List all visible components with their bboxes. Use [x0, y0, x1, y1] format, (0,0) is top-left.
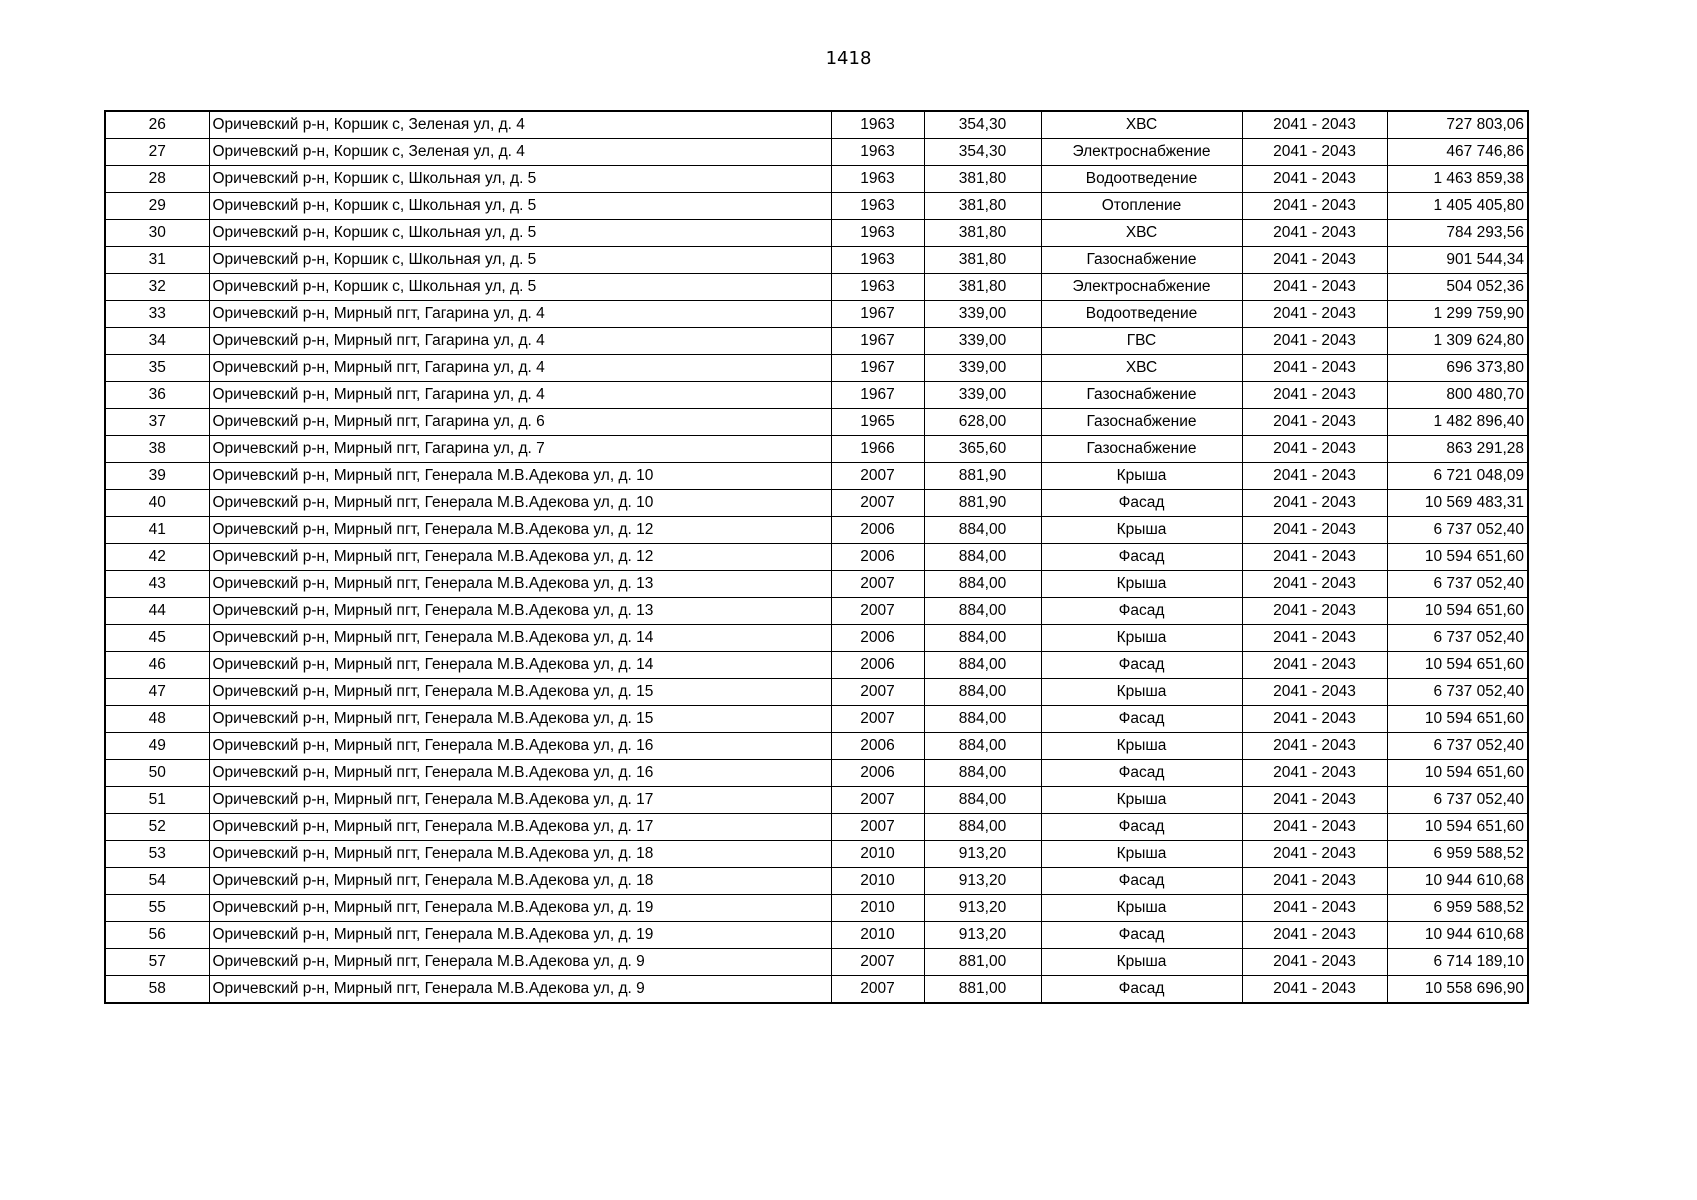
cost-cell: 727 803,06: [1387, 111, 1528, 139]
work-type-cell: Фасад: [1041, 868, 1242, 895]
build-year-cell: 2006: [831, 544, 924, 571]
cost-cell: 863 291,28: [1387, 436, 1528, 463]
period-cell: 2041 - 2043: [1242, 166, 1387, 193]
cost-cell: 901 544,34: [1387, 247, 1528, 274]
period-cell: 2041 - 2043: [1242, 652, 1387, 679]
row-number-cell: 43: [105, 571, 209, 598]
period-cell: 2041 - 2043: [1242, 895, 1387, 922]
cost-cell: 6 721 048,09: [1387, 463, 1528, 490]
build-year-cell: 2007: [831, 949, 924, 976]
table-row: [105, 111, 1528, 139]
table-body: [105, 111, 1528, 1003]
build-year-cell: 1963: [831, 274, 924, 301]
build-year-cell: 2010: [831, 868, 924, 895]
row-number-cell: 58: [105, 976, 209, 1004]
address-cell: Оричевский р-н, Коршик с, Зеленая ул, д. 4: [209, 139, 831, 166]
period-cell: 2041 - 2043: [1242, 517, 1387, 544]
address-cell: Оричевский р-н, Мирный пгт, Генерала М.В.Адекова ул, д. 19: [209, 895, 831, 922]
table-row: [105, 382, 1528, 409]
cost-cell: 6 714 189,10: [1387, 949, 1528, 976]
address-cell: Оричевский р-н, Мирный пгт, Генерала М.В.Адекова ул, д. 17: [209, 814, 831, 841]
area-cell: 913,20: [924, 895, 1041, 922]
area-cell: 884,00: [924, 625, 1041, 652]
table-row: [105, 166, 1528, 193]
build-year-cell: 1967: [831, 301, 924, 328]
period-cell: 2041 - 2043: [1242, 193, 1387, 220]
period-cell: 2041 - 2043: [1242, 544, 1387, 571]
table-row: [105, 301, 1528, 328]
area-cell: 881,00: [924, 976, 1041, 1004]
period-cell: 2041 - 2043: [1242, 787, 1387, 814]
table-row: [105, 841, 1528, 868]
address-cell: Оричевский р-н, Коршик с, Школьная ул, д. 5: [209, 193, 831, 220]
area-cell: 884,00: [924, 652, 1041, 679]
cost-cell: 6 737 052,40: [1387, 787, 1528, 814]
table-row: [105, 274, 1528, 301]
address-cell: Оричевский р-н, Мирный пгт, Гагарина ул, д. 4: [209, 328, 831, 355]
area-cell: 884,00: [924, 814, 1041, 841]
build-year-cell: 2007: [831, 976, 924, 1004]
area-cell: 381,80: [924, 193, 1041, 220]
table-row: [105, 328, 1528, 355]
page-number: 1418: [825, 48, 872, 69]
address-cell: Оричевский р-н, Коршик с, Школьная ул, д. 5: [209, 247, 831, 274]
area-cell: 884,00: [924, 598, 1041, 625]
work-type-cell: Фасад: [1041, 544, 1242, 571]
area-cell: 884,00: [924, 679, 1041, 706]
area-cell: 381,80: [924, 166, 1041, 193]
period-cell: 2041 - 2043: [1242, 733, 1387, 760]
table-row: [105, 976, 1528, 1004]
address-cell: Оричевский р-н, Мирный пгт, Генерала М.В.Адекова ул, д. 12: [209, 544, 831, 571]
period-cell: 2041 - 2043: [1242, 571, 1387, 598]
area-cell: 881,90: [924, 463, 1041, 490]
period-cell: 2041 - 2043: [1242, 841, 1387, 868]
build-year-cell: 1967: [831, 382, 924, 409]
area-cell: 339,00: [924, 355, 1041, 382]
period-cell: 2041 - 2043: [1242, 139, 1387, 166]
area-cell: 884,00: [924, 760, 1041, 787]
row-number-cell: 30: [105, 220, 209, 247]
area-cell: 339,00: [924, 382, 1041, 409]
cost-cell: 6 959 588,52: [1387, 841, 1528, 868]
table-row: [105, 436, 1528, 463]
row-number-cell: 45: [105, 625, 209, 652]
build-year-cell: 1963: [831, 139, 924, 166]
build-year-cell: 2006: [831, 760, 924, 787]
area-cell: 884,00: [924, 706, 1041, 733]
cost-cell: 6 959 588,52: [1387, 895, 1528, 922]
period-cell: 2041 - 2043: [1242, 490, 1387, 517]
address-cell: Оричевский р-н, Мирный пгт, Генерала М.В.Адекова ул, д. 18: [209, 868, 831, 895]
period-cell: 2041 - 2043: [1242, 111, 1387, 139]
table-row: [105, 517, 1528, 544]
area-cell: 884,00: [924, 517, 1041, 544]
table-row: [105, 706, 1528, 733]
address-cell: Оричевский р-н, Коршик с, Школьная ул, д. 5: [209, 220, 831, 247]
period-cell: 2041 - 2043: [1242, 436, 1387, 463]
cost-cell: 10 594 651,60: [1387, 760, 1528, 787]
address-cell: Оричевский р-н, Мирный пгт, Гагарина ул, д. 4: [209, 301, 831, 328]
build-year-cell: 1963: [831, 247, 924, 274]
area-cell: 628,00: [924, 409, 1041, 436]
work-type-cell: Фасад: [1041, 760, 1242, 787]
build-year-cell: 2006: [831, 652, 924, 679]
area-cell: 884,00: [924, 787, 1041, 814]
build-year-cell: 2007: [831, 679, 924, 706]
work-type-cell: Крыша: [1041, 625, 1242, 652]
work-type-cell: Крыша: [1041, 841, 1242, 868]
period-cell: 2041 - 2043: [1242, 625, 1387, 652]
build-year-cell: 1963: [831, 220, 924, 247]
table-row: [105, 652, 1528, 679]
work-type-cell: ГВС: [1041, 328, 1242, 355]
table-row: [105, 490, 1528, 517]
work-type-cell: Фасад: [1041, 490, 1242, 517]
row-number-cell: 51: [105, 787, 209, 814]
build-year-cell: 2006: [831, 517, 924, 544]
work-type-cell: Крыша: [1041, 571, 1242, 598]
build-year-cell: 2006: [831, 733, 924, 760]
cost-cell: 1 299 759,90: [1387, 301, 1528, 328]
work-type-cell: Газоснабжение: [1041, 382, 1242, 409]
address-cell: Оричевский р-н, Мирный пгт, Генерала М.В.Адекова ул, д. 10: [209, 490, 831, 517]
period-cell: 2041 - 2043: [1242, 382, 1387, 409]
table-row: [105, 895, 1528, 922]
build-year-cell: 2007: [831, 571, 924, 598]
table-row: [105, 760, 1528, 787]
address-cell: Оричевский р-н, Мирный пгт, Генерала М.В.Адекова ул, д. 14: [209, 625, 831, 652]
row-number-cell: 27: [105, 139, 209, 166]
period-cell: 2041 - 2043: [1242, 679, 1387, 706]
work-type-cell: Фасад: [1041, 706, 1242, 733]
row-number-cell: 52: [105, 814, 209, 841]
area-cell: 339,00: [924, 301, 1041, 328]
period-cell: 2041 - 2043: [1242, 706, 1387, 733]
cost-cell: 10 594 651,60: [1387, 598, 1528, 625]
build-year-cell: 1963: [831, 111, 924, 139]
cost-cell: 6 737 052,40: [1387, 571, 1528, 598]
cost-cell: 10 594 651,60: [1387, 814, 1528, 841]
area-cell: 881,90: [924, 490, 1041, 517]
work-type-cell: Фасад: [1041, 976, 1242, 1004]
build-year-cell: 2010: [831, 922, 924, 949]
build-year-cell: 2006: [831, 625, 924, 652]
address-cell: Оричевский р-н, Мирный пгт, Генерала М.В.Адекова ул, д. 17: [209, 787, 831, 814]
work-type-cell: Крыша: [1041, 517, 1242, 544]
work-type-cell: ХВС: [1041, 355, 1242, 382]
cost-cell: 6 737 052,40: [1387, 625, 1528, 652]
build-year-cell: 2010: [831, 895, 924, 922]
row-number-cell: 42: [105, 544, 209, 571]
work-type-cell: Фасад: [1041, 922, 1242, 949]
row-number-cell: 29: [105, 193, 209, 220]
cost-cell: 6 737 052,40: [1387, 733, 1528, 760]
address-cell: Оричевский р-н, Коршик с, Зеленая ул, д. 4: [209, 111, 831, 139]
address-cell: Оричевский р-н, Мирный пгт, Гагарина ул, д. 6: [209, 409, 831, 436]
address-cell: Оричевский р-н, Мирный пгт, Гагарина ул, д. 7: [209, 436, 831, 463]
build-year-cell: 1966: [831, 436, 924, 463]
row-number-cell: 49: [105, 733, 209, 760]
address-cell: Оричевский р-н, Мирный пгт, Генерала М.В.Адекова ул, д. 19: [209, 922, 831, 949]
work-type-cell: Крыша: [1041, 463, 1242, 490]
row-number-cell: 34: [105, 328, 209, 355]
row-number-cell: 28: [105, 166, 209, 193]
row-number-cell: 35: [105, 355, 209, 382]
address-cell: Оричевский р-н, Мирный пгт, Генерала М.В.Адекова ул, д. 15: [209, 706, 831, 733]
period-cell: 2041 - 2043: [1242, 220, 1387, 247]
cost-cell: 504 052,36: [1387, 274, 1528, 301]
repair-schedule-table: [104, 110, 1529, 1004]
address-cell: Оричевский р-н, Мирный пгт, Генерала М.В.Адекова ул, д. 15: [209, 679, 831, 706]
build-year-cell: 2007: [831, 706, 924, 733]
table-row: [105, 220, 1528, 247]
area-cell: 881,00: [924, 949, 1041, 976]
cost-cell: 1 482 896,40: [1387, 409, 1528, 436]
row-number-cell: 54: [105, 868, 209, 895]
address-cell: Оричевский р-н, Мирный пгт, Гагарина ул, д. 4: [209, 382, 831, 409]
cost-cell: 1 463 859,38: [1387, 166, 1528, 193]
table-row: [105, 247, 1528, 274]
row-number-cell: 47: [105, 679, 209, 706]
table-row: [105, 625, 1528, 652]
cost-cell: 1 405 405,80: [1387, 193, 1528, 220]
address-cell: Оричевский р-н, Мирный пгт, Генерала М.В.Адекова ул, д. 16: [209, 760, 831, 787]
area-cell: 884,00: [924, 544, 1041, 571]
row-number-cell: 38: [105, 436, 209, 463]
work-type-cell: Крыша: [1041, 895, 1242, 922]
row-number-cell: 46: [105, 652, 209, 679]
work-type-cell: Электроснабжение: [1041, 274, 1242, 301]
address-cell: Оричевский р-н, Мирный пгт, Генерала М.В.Адекова ул, д. 14: [209, 652, 831, 679]
build-year-cell: 2007: [831, 787, 924, 814]
row-number-cell: 48: [105, 706, 209, 733]
area-cell: 884,00: [924, 733, 1041, 760]
row-number-cell: 39: [105, 463, 209, 490]
cost-cell: 6 737 052,40: [1387, 679, 1528, 706]
build-year-cell: 1967: [831, 355, 924, 382]
address-cell: Оричевский р-н, Коршик с, Школьная ул, д. 5: [209, 166, 831, 193]
period-cell: 2041 - 2043: [1242, 868, 1387, 895]
build-year-cell: 2007: [831, 463, 924, 490]
table-row: [105, 868, 1528, 895]
row-number-cell: 53: [105, 841, 209, 868]
period-cell: 2041 - 2043: [1242, 328, 1387, 355]
cost-cell: 467 746,86: [1387, 139, 1528, 166]
table-row: [105, 193, 1528, 220]
address-cell: Оричевский р-н, Мирный пгт, Генерала М.В.Адекова ул, д. 10: [209, 463, 831, 490]
period-cell: 2041 - 2043: [1242, 922, 1387, 949]
build-year-cell: 1965: [831, 409, 924, 436]
cost-cell: 800 480,70: [1387, 382, 1528, 409]
area-cell: 365,60: [924, 436, 1041, 463]
address-cell: Оричевский р-н, Мирный пгт, Генерала М.В.Адекова ул, д. 18: [209, 841, 831, 868]
row-number-cell: 57: [105, 949, 209, 976]
table-row: [105, 409, 1528, 436]
period-cell: 2041 - 2043: [1242, 409, 1387, 436]
work-type-cell: Фасад: [1041, 652, 1242, 679]
cost-cell: 696 373,80: [1387, 355, 1528, 382]
table-row: [105, 598, 1528, 625]
cost-cell: 10 594 651,60: [1387, 652, 1528, 679]
table-row: [105, 571, 1528, 598]
cost-cell: 6 737 052,40: [1387, 517, 1528, 544]
address-cell: Оричевский р-н, Мирный пгт, Генерала М.В.Адекова ул, д. 16: [209, 733, 831, 760]
row-number-cell: 37: [105, 409, 209, 436]
row-number-cell: 32: [105, 274, 209, 301]
work-type-cell: ХВС: [1041, 111, 1242, 139]
work-type-cell: Крыша: [1041, 679, 1242, 706]
work-type-cell: Газоснабжение: [1041, 436, 1242, 463]
table-row: [105, 355, 1528, 382]
row-number-cell: 31: [105, 247, 209, 274]
build-year-cell: 1963: [831, 193, 924, 220]
period-cell: 2041 - 2043: [1242, 274, 1387, 301]
period-cell: 2041 - 2043: [1242, 247, 1387, 274]
row-number-cell: 40: [105, 490, 209, 517]
address-cell: Оричевский р-н, Мирный пгт, Генерала М.В.Адекова ул, д. 12: [209, 517, 831, 544]
work-type-cell: Фасад: [1041, 814, 1242, 841]
area-cell: 913,20: [924, 868, 1041, 895]
work-type-cell: Крыша: [1041, 733, 1242, 760]
work-type-cell: Водоотведение: [1041, 166, 1242, 193]
row-number-cell: 36: [105, 382, 209, 409]
row-number-cell: 33: [105, 301, 209, 328]
table-row: [105, 463, 1528, 490]
period-cell: 2041 - 2043: [1242, 355, 1387, 382]
cost-cell: 10 594 651,60: [1387, 544, 1528, 571]
build-year-cell: 2007: [831, 598, 924, 625]
period-cell: 2041 - 2043: [1242, 760, 1387, 787]
area-cell: 381,80: [924, 220, 1041, 247]
cost-cell: 10 594 651,60: [1387, 706, 1528, 733]
row-number-cell: 56: [105, 922, 209, 949]
work-type-cell: Фасад: [1041, 598, 1242, 625]
work-type-cell: Газоснабжение: [1041, 409, 1242, 436]
address-cell: Оричевский р-н, Мирный пгт, Гагарина ул, д. 4: [209, 355, 831, 382]
area-cell: 354,30: [924, 111, 1041, 139]
row-number-cell: 26: [105, 111, 209, 139]
period-cell: 2041 - 2043: [1242, 949, 1387, 976]
period-cell: 2041 - 2043: [1242, 814, 1387, 841]
address-cell: Оричевский р-н, Коршик с, Школьная ул, д. 5: [209, 274, 831, 301]
build-year-cell: 2010: [831, 841, 924, 868]
address-cell: Оричевский р-н, Мирный пгт, Генерала М.В.Адекова ул, д. 13: [209, 571, 831, 598]
work-type-cell: Водоотведение: [1041, 301, 1242, 328]
period-cell: 2041 - 2043: [1242, 463, 1387, 490]
cost-cell: 10 558 696,90: [1387, 976, 1528, 1004]
table-row: [105, 679, 1528, 706]
period-cell: 2041 - 2043: [1242, 976, 1387, 1004]
build-year-cell: 1963: [831, 166, 924, 193]
row-number-cell: 44: [105, 598, 209, 625]
area-cell: 381,80: [924, 247, 1041, 274]
cost-cell: 10 944 610,68: [1387, 868, 1528, 895]
area-cell: 381,80: [924, 274, 1041, 301]
cost-cell: 784 293,56: [1387, 220, 1528, 247]
address-cell: Оричевский р-н, Мирный пгт, Генерала М.В.Адекова ул, д. 9: [209, 949, 831, 976]
table-row: [105, 949, 1528, 976]
area-cell: 913,20: [924, 841, 1041, 868]
work-type-cell: Газоснабжение: [1041, 247, 1242, 274]
build-year-cell: 2007: [831, 814, 924, 841]
address-cell: Оричевский р-н, Мирный пгт, Генерала М.В.Адекова ул, д. 9: [209, 976, 831, 1004]
work-type-cell: ХВС: [1041, 220, 1242, 247]
build-year-cell: 2007: [831, 490, 924, 517]
cost-cell: 1 309 624,80: [1387, 328, 1528, 355]
work-type-cell: Электроснабжение: [1041, 139, 1242, 166]
cost-cell: 10 944 610,68: [1387, 922, 1528, 949]
area-cell: 913,20: [924, 922, 1041, 949]
area-cell: 354,30: [924, 139, 1041, 166]
table-row: [105, 139, 1528, 166]
address-cell: Оричевский р-н, Мирный пгт, Генерала М.В.Адекова ул, д. 13: [209, 598, 831, 625]
table-row: [105, 814, 1528, 841]
table-row: [105, 787, 1528, 814]
work-type-cell: Отопление: [1041, 193, 1242, 220]
period-cell: 2041 - 2043: [1242, 301, 1387, 328]
row-number-cell: 50: [105, 760, 209, 787]
row-number-cell: 41: [105, 517, 209, 544]
table-row: [105, 733, 1528, 760]
table-row: [105, 922, 1528, 949]
area-cell: 339,00: [924, 328, 1041, 355]
cost-cell: 10 569 483,31: [1387, 490, 1528, 517]
work-type-cell: Крыша: [1041, 949, 1242, 976]
row-number-cell: 55: [105, 895, 209, 922]
table-row: [105, 544, 1528, 571]
work-type-cell: Крыша: [1041, 787, 1242, 814]
period-cell: 2041 - 2043: [1242, 598, 1387, 625]
build-year-cell: 1967: [831, 328, 924, 355]
area-cell: 884,00: [924, 571, 1041, 598]
